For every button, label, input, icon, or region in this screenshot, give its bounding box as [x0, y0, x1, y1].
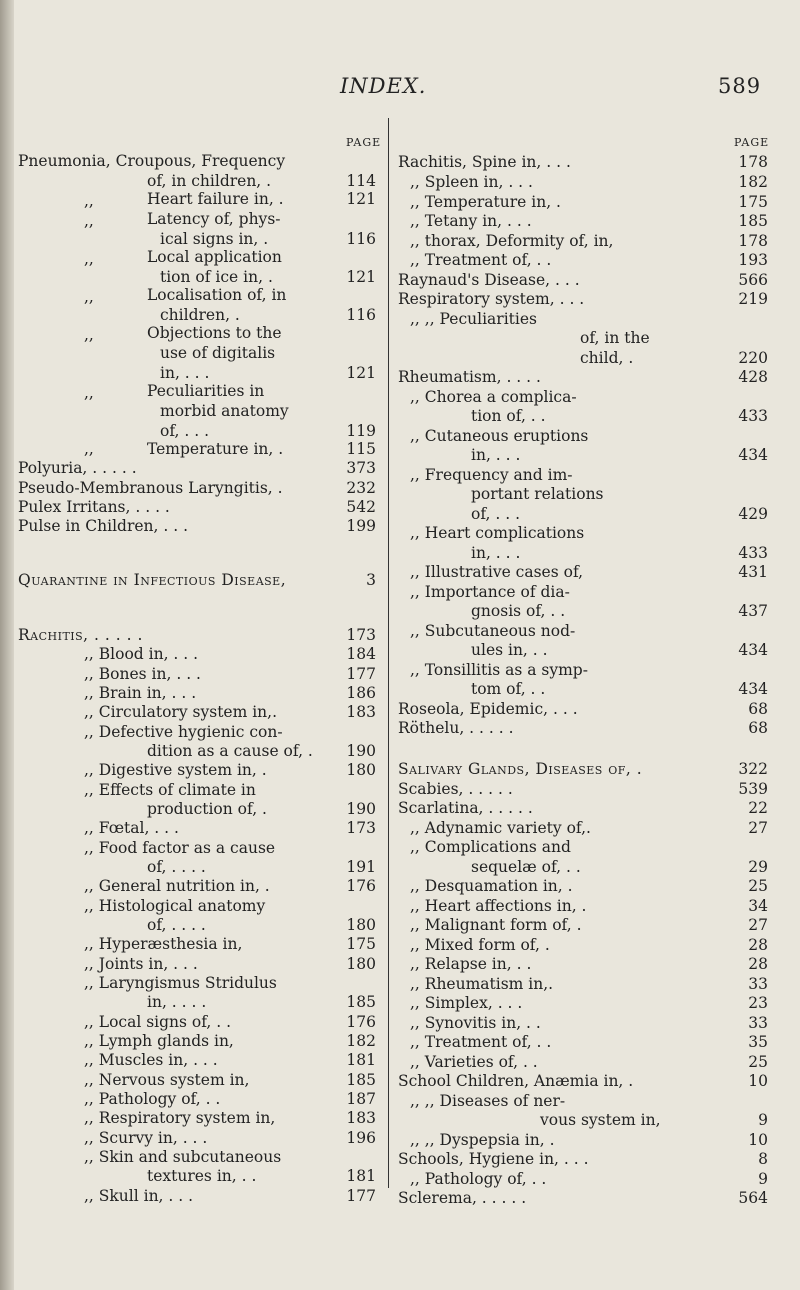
index-entry-text: vous system in, — [540, 1111, 661, 1129]
index-page-ref: 121 — [346, 364, 376, 382]
page-title: INDEX. — [340, 74, 427, 98]
index-entry-text: Scabies, . . . . . — [398, 780, 513, 798]
index-entry-text: in, . . . — [471, 544, 521, 562]
index-entry-text: ,, Simplex, . . . — [410, 994, 523, 1012]
index-page-ref: 121 — [346, 268, 376, 286]
index-entry-text: Scarlatina, . . . . . — [398, 799, 533, 817]
index-entry-text: Rachitis, Spine in, . . . — [398, 153, 571, 171]
index-entry-text: in, . . . — [160, 364, 210, 382]
index-entry-text: ,, Local signs of, . . — [84, 1013, 232, 1031]
index-page-ref: 219 — [738, 290, 768, 308]
index-entry-text: textures in, . . — [147, 1167, 257, 1185]
index-entry-text: ,, — [84, 212, 94, 230]
index-entry-text: Pulex Irritans, . . . . — [18, 498, 170, 516]
index-page-ref: 196 — [346, 1129, 376, 1147]
index-entry-text: Quarantine in Infectious Disease, — [18, 571, 287, 589]
index-entry-text: Sclerema, . . . . . — [398, 1189, 527, 1207]
index-entry-text: portant relations — [471, 485, 604, 503]
index-entry-text: Rachitis, . . . . . — [18, 626, 143, 644]
index-entry-text: ,, Spleen in, . . . — [410, 173, 533, 191]
index-entry-text: ,, Relapse in, . . — [410, 955, 532, 973]
index-page-ref: 33 — [748, 1014, 768, 1032]
index-entry-text: of, . . . — [471, 505, 521, 523]
index-page-ref: 183 — [346, 703, 376, 721]
index-entry-text: Localisation of, in — [147, 286, 287, 304]
index-page-ref: 116 — [346, 230, 376, 248]
index-page-ref: 33 — [748, 975, 768, 993]
index-entry-text: use of digitalis — [160, 344, 276, 362]
index-entry-text: ,, Joints in, . . . — [84, 955, 198, 973]
index-page-ref: 186 — [346, 684, 376, 702]
index-page-ref: 434 — [738, 680, 768, 698]
index-entry-text: ,, Tetany in, . . . — [410, 212, 532, 230]
index-page-ref: 3 — [366, 571, 376, 589]
index-entry-text: Pulse in Children, . . . — [18, 517, 189, 535]
index-page-ref: 175 — [346, 935, 376, 953]
index-entry-text: Roseola, Epidemic, . . . — [398, 700, 578, 718]
index-page-ref: 173 — [346, 626, 376, 644]
index-page-ref: 23 — [748, 994, 768, 1012]
index-entry-text: ,, Mixed form of, . — [410, 936, 550, 954]
index-page-ref: 9 — [758, 1111, 768, 1129]
index-entry-text: production of, . — [147, 800, 267, 818]
index-entry-text: ,, Subcutaneous nod- — [410, 622, 576, 640]
left-page-column-label: PAGE — [346, 136, 382, 149]
index-page-ref: 434 — [738, 641, 768, 659]
index-page-ref: 566 — [738, 271, 768, 289]
index-entry-text: Latency of, phys- — [147, 210, 281, 228]
index-page-ref: 116 — [346, 306, 376, 324]
index-page-ref: 27 — [748, 819, 768, 837]
index-entry-text: of, . . . — [160, 422, 210, 440]
index-page-ref: 190 — [346, 742, 376, 760]
index-entry-text: ical signs in, . — [160, 230, 269, 248]
index-page-ref: 28 — [748, 955, 768, 973]
index-entry-text: School Children, Anæmia in, . — [398, 1072, 634, 1090]
index-entry-text: ,, Heart affections in, . — [410, 897, 587, 915]
index-page-ref: 25 — [748, 1053, 768, 1071]
index-page-ref: 173 — [346, 819, 376, 837]
index-entry-text: ,, — [84, 440, 94, 458]
index-entry-text: ,, Chorea a complica- — [410, 388, 577, 406]
index-entry-text: ,, Nervous system in, — [84, 1071, 250, 1089]
index-entry-text: ,, Digestive system in, . — [84, 761, 267, 779]
index-page-ref: 180 — [346, 761, 376, 779]
index-entry-text: ,, ,, Dyspepsia in, . — [410, 1131, 555, 1149]
index-entry-text: ,, thorax, Deformity of, in, — [410, 232, 614, 250]
index-entry-text: ,, — [84, 326, 94, 344]
index-entry-text: Local application — [147, 248, 282, 266]
index-page-ref: 68 — [748, 719, 768, 737]
index-entry-text: ,, Complications and — [410, 838, 571, 856]
index-entry-text: Pneumonia, Croupous, Frequency — [18, 152, 286, 170]
index-entry-text: ,, Brain in, . . . — [84, 684, 197, 702]
index-entry-text: ,, Heart complications — [410, 524, 585, 542]
index-entry-text: ,, Malignant form of, . — [410, 916, 582, 934]
index-page-ref: 434 — [738, 446, 768, 464]
index-page-ref: 433 — [738, 407, 768, 425]
index-page-ref: 22 — [748, 799, 768, 817]
index-page-ref: 176 — [346, 877, 376, 895]
index-entry-text: ,, Bones in, . . . — [84, 665, 201, 683]
index-entry-text: ules in, . . — [471, 641, 548, 659]
index-page-ref: 10 — [748, 1131, 768, 1149]
index-page-ref: 433 — [738, 544, 768, 562]
index-entry-text: of, . . . . — [147, 858, 206, 876]
index-page-ref: 35 — [748, 1033, 768, 1051]
index-entry-text: morbid anatomy — [160, 402, 289, 420]
index-page-ref: 28 — [748, 936, 768, 954]
index-page-ref: 185 — [346, 1071, 376, 1089]
index-entry-text: ,, Cutaneous eruptions — [410, 427, 589, 445]
index-page-ref: 193 — [738, 251, 768, 269]
index-entry-text: ,, ,, Diseases of ner- — [410, 1092, 566, 1110]
index-page-ref: 25 — [748, 877, 768, 895]
index-page-ref: 178 — [738, 153, 768, 171]
index-entry-text: ,, Food factor as a cause — [84, 839, 276, 857]
index-entry-text: ,, — [84, 192, 94, 210]
index-page-ref: 220 — [738, 349, 768, 367]
index-page-ref: 182 — [346, 1032, 376, 1050]
index-page-ref: 539 — [738, 780, 768, 798]
index-page-ref: 431 — [738, 563, 768, 581]
index-entry-text: children, . — [160, 306, 240, 324]
index-entry-text: ,, Importance of dia- — [410, 583, 570, 601]
index-page-ref: 373 — [346, 459, 376, 477]
index-entry-text: Rheumatism, . . . . — [398, 368, 541, 386]
column-divider — [388, 118, 389, 1188]
index-entry-text: ,, Respiratory system in, — [84, 1109, 276, 1127]
index-entry-text: Heart failure in, . — [147, 190, 284, 208]
index-page-ref: 187 — [346, 1090, 376, 1108]
index-page-ref: 185 — [738, 212, 768, 230]
index-page-ref: 177 — [346, 665, 376, 683]
index-entry-text: ,, Varieties of, . . — [410, 1053, 538, 1071]
index-entry-text: ,, — [84, 384, 94, 402]
index-entry-text: tion of ice in, . — [160, 268, 273, 286]
index-entry-text: ,, ,, Peculiarities — [410, 310, 537, 328]
index-entry-text: ,, Pathology of, . . — [410, 1170, 547, 1188]
index-entry-text: ,, Muscles in, . . . — [84, 1051, 218, 1069]
index-page-ref: 181 — [346, 1167, 376, 1185]
index-page-ref: 68 — [748, 700, 768, 718]
index-entry-text: ,, Effects of climate in — [84, 781, 256, 799]
index-entry-text: ,, Adynamic variety of,. — [410, 819, 591, 837]
index-page-ref: 119 — [346, 422, 376, 440]
index-page-ref: 175 — [738, 193, 768, 211]
index-entry-text: tom of, . . — [471, 680, 546, 698]
index-entry-text: in, . . . — [471, 446, 521, 464]
index-entry-text: ,, General nutrition in, . — [84, 877, 270, 895]
index-page-ref: 29 — [748, 858, 768, 876]
index-page-ref: 9 — [758, 1170, 768, 1188]
index-entry-text: tion of, . . — [471, 407, 546, 425]
index-page-ref: 10 — [748, 1072, 768, 1090]
index-page-ref: 8 — [758, 1150, 768, 1168]
index-page-ref: 428 — [738, 368, 768, 386]
index-entry-text: ,, Synovitis in, . . — [410, 1014, 541, 1032]
index-page-ref: 115 — [346, 440, 376, 458]
index-entry-text: of, . . . . — [147, 916, 206, 934]
index-page-ref: 180 — [346, 955, 376, 973]
index-entry-text: of, in children, . — [147, 172, 272, 190]
index-entry-text: ,, Histological anatomy — [84, 897, 266, 915]
index-entry-text: ,, — [84, 288, 94, 306]
index-entry-text: Respiratory system, . . . — [398, 290, 585, 308]
index-entry-text: ,, Tonsillitis as a symp- — [410, 661, 588, 679]
index-entry-text: ,, Laryngismus Stridulus — [84, 974, 277, 992]
index-entry-text: Schools, Hygiene in, . . . — [398, 1150, 589, 1168]
index-entry-text: ,, Skin and subcutaneous — [84, 1148, 282, 1166]
index-entry-text: ,, Fœtal, . . . — [84, 819, 179, 837]
index-page-ref: 27 — [748, 916, 768, 934]
index-entry-text: child, . — [580, 349, 634, 367]
index-entry-text: ,, Rheumatism in,. — [410, 975, 554, 993]
index-page-ref: 178 — [738, 232, 768, 250]
index-entry-text: Peculiarities in — [147, 382, 265, 400]
index-entry-text: Röthelu, . . . . . — [398, 719, 514, 737]
index-entry-text: of, in the — [580, 329, 650, 347]
index-entry-text: Temperature in, . — [147, 440, 284, 458]
index-page-ref: 181 — [346, 1051, 376, 1069]
index-page-ref: 437 — [738, 602, 768, 620]
page-number: 589 — [718, 74, 762, 98]
right-page-column-label: PAGE — [734, 136, 770, 149]
index-entry-text: ,, Frequency and im- — [410, 466, 573, 484]
index-page-ref: 429 — [738, 505, 768, 523]
index-page-ref: 185 — [346, 993, 376, 1011]
index-page-ref: 183 — [346, 1109, 376, 1127]
index-entry-text: ,, Circulatory system in,. — [84, 703, 278, 721]
index-entry-text: gnosis of, . . — [471, 602, 566, 620]
index-entry-text: Polyuria, . . . . . — [18, 459, 137, 477]
index-page-ref: 190 — [346, 800, 376, 818]
index-page-ref: 191 — [346, 858, 376, 876]
index-page-ref: 564 — [738, 1189, 768, 1207]
index-entry-text: Pseudo-Membranous Laryngitis, . — [18, 479, 283, 497]
index-entry-text: ,, Blood in, . . . — [84, 645, 199, 663]
index-page-ref: 34 — [748, 897, 768, 915]
index-page-ref: 177 — [346, 1187, 376, 1205]
index-entry-text: Salivary Glands, Diseases of, . — [398, 760, 643, 778]
index-page-ref: 232 — [346, 479, 376, 497]
index-entry-text: in, . . . . — [147, 993, 207, 1011]
page-binding-edge — [0, 0, 14, 1290]
index-entry-text: ,, Pathology of, . . — [84, 1090, 221, 1108]
index-page-ref: 114 — [346, 172, 376, 190]
index-page-ref: 121 — [346, 190, 376, 208]
index-entry-text: ,, Skull in, . . . — [84, 1187, 194, 1205]
index-page-ref: 542 — [346, 498, 376, 516]
index-entry-text: ,, Scurvy in, . . . — [84, 1129, 208, 1147]
index-entry-text: ,, Defective hygienic con- — [84, 723, 283, 741]
index-entry-text: ,, Lymph glands in, — [84, 1032, 234, 1050]
index-page-ref: 199 — [346, 517, 376, 535]
index-entry-text: Objections to the — [147, 324, 282, 342]
index-page-ref: 176 — [346, 1013, 376, 1031]
index-entry-text: ,, Illustrative cases of, — [410, 563, 584, 581]
index-page-ref: 182 — [738, 173, 768, 191]
index-entry-text: Raynaud's Disease, . . . — [398, 271, 580, 289]
index-entry-text: ,, Treatment of, . . — [410, 1033, 552, 1051]
index-entry-text: ,, Hyperæsthesia in, — [84, 935, 243, 953]
index-entry-text: ,, Treatment of, . . — [410, 251, 552, 269]
index-entry-text: ,, Desquamation in, . — [410, 877, 573, 895]
index-page-ref: 180 — [346, 916, 376, 934]
index-entry-text: sequelæ of, . . — [471, 858, 581, 876]
index-page-ref: 184 — [346, 645, 376, 663]
index-entry-text: dition as a cause of, . — [147, 742, 313, 760]
index-page-ref: 322 — [738, 760, 768, 778]
index-entry-text: ,, — [84, 250, 94, 268]
index-entry-text: ,, Temperature in, . — [410, 193, 561, 211]
